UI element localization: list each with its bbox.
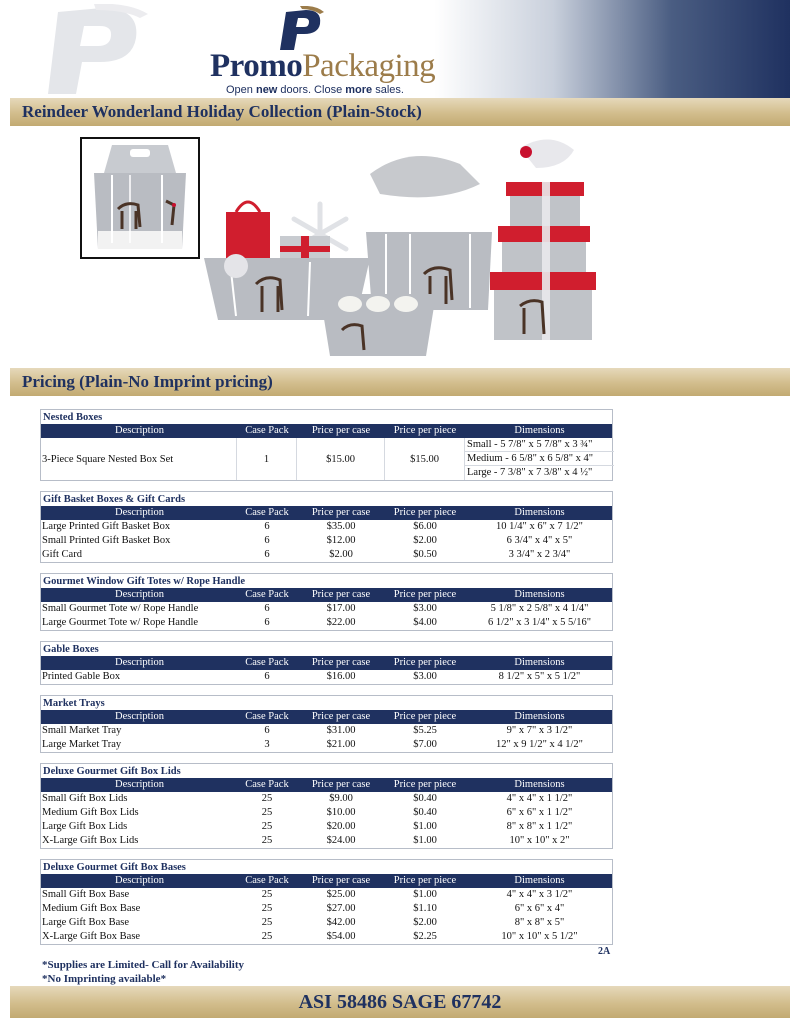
pricing-section <box>40 763 613 849</box>
row-description: 3-Piece Square Nested Box Set <box>41 438 237 480</box>
row-dimensions: 12" x 9 1/2" x 4 1/2" <box>496 739 583 750</box>
row-case-pack: 25 <box>261 917 273 928</box>
row-price-case: $16.00 <box>326 671 356 682</box>
row-price-piece: $2.25 <box>413 931 437 942</box>
row-case-pack: 25 <box>261 931 273 942</box>
col-price-piece-header: Price per piece <box>393 589 457 600</box>
row-price-case: $24.00 <box>326 835 356 846</box>
col-price-piece-header: Price per piece <box>393 779 457 790</box>
table-header-row <box>41 874 612 888</box>
row-price-piece: $0.40 <box>413 807 437 818</box>
table-row <box>41 792 612 806</box>
pricing-section <box>40 859 613 945</box>
row-description: Small Market Tray <box>42 725 122 736</box>
product-collection-image <box>80 134 620 362</box>
row-dimensions: 8" x 8" x 1 1/2" <box>506 821 573 832</box>
row-description: Large Gourmet Tote w/ Rope Handle <box>42 617 199 628</box>
row-dimensions: 8 1/2" x 5" x 5 1/2" <box>498 671 581 682</box>
col-description-header: Description <box>115 779 164 790</box>
dimension-large: Large - 7 3/8" x 7 3/8" x 4 ½" <box>467 467 593 478</box>
row-dimensions: 9" x 7" x 3 1/2" <box>506 725 573 736</box>
table-row <box>41 888 612 902</box>
col-price-piece-header: Price per piece <box>393 875 457 886</box>
row-case-pack: 25 <box>261 821 273 832</box>
page-header <box>0 0 790 100</box>
pricing-section <box>40 573 613 631</box>
table-row <box>41 806 612 820</box>
row-price-case: $31.00 <box>326 725 356 736</box>
col-dimensions-header: Dimensions <box>514 779 565 790</box>
row-description: Large Gift Box Lids <box>42 821 128 832</box>
col-dimensions-header: Dimensions <box>514 425 565 436</box>
col-price-piece-header: Price per piece <box>393 657 457 668</box>
section-title: Gable Boxes <box>43 644 99 655</box>
row-price-case: $10.00 <box>326 807 356 818</box>
dimension-small: Small - 5 7/8" x 5 7/8" x 3 ¾" <box>465 438 614 452</box>
row-price-case: $12.00 <box>326 535 356 546</box>
row-case-pack: 6 <box>264 671 270 682</box>
footnotes <box>42 958 244 986</box>
row-price-case: $25.00 <box>326 889 356 900</box>
row-description: Large Printed Gift Basket Box <box>42 521 171 532</box>
row-case-pack: 3 <box>264 739 270 750</box>
table-row <box>41 902 612 916</box>
row-price-case: $54.00 <box>326 931 356 942</box>
row-case-pack: 25 <box>261 807 273 818</box>
row-case-pack: 6 <box>264 521 270 532</box>
row-price-piece: $3.00 <box>413 603 437 614</box>
table-row <box>41 738 612 752</box>
row-description: Large Market Tray <box>42 739 122 750</box>
col-case-pack-header: Case Pack <box>245 507 289 518</box>
row-price-case: $20.00 <box>326 821 356 832</box>
row-dimensions: 8" x 8" x 5" <box>514 917 565 928</box>
watermark-p-icon <box>40 4 150 96</box>
col-price-case-header: Price per case <box>311 779 371 790</box>
col-price-piece-header: Price per piece <box>393 711 457 722</box>
footer-ids: ASI 58486 SAGE 67742 <box>10 986 790 1018</box>
col-dimensions-header: Dimensions <box>514 589 565 600</box>
section-title: Nested Boxes <box>43 412 103 423</box>
dimension-medium: Medium - 6 5/8" x 6 5/8" x 4" <box>465 452 614 466</box>
brand-logo <box>210 6 470 96</box>
row-price-piece: $1.00 <box>413 821 437 832</box>
row-price-case: $9.00 <box>329 793 353 804</box>
row-dimensions: 5 1/8" x 2 5/8" x 4 1/4" <box>490 603 589 614</box>
col-price-case-header: Price per case <box>311 711 371 722</box>
col-dimensions-header: Dimensions <box>514 711 565 722</box>
row-dimensions: 4" x 4" x 3 1/2" <box>506 889 573 900</box>
col-price-piece-header: Price per piece <box>393 507 457 518</box>
section-title: Deluxe Gourmet Gift Box Bases <box>43 862 186 873</box>
section-title: Deluxe Gourmet Gift Box Lids <box>43 766 181 777</box>
pricing-section <box>40 491 613 563</box>
row-dimensions: 10 1/4" x 6" x 7 1/2" <box>496 521 583 532</box>
row-price-case: $35.00 <box>326 521 356 532</box>
row-dimensions: 3 3/4" x 2 3/4" <box>508 549 571 560</box>
table-header-row <box>41 424 612 438</box>
section-title: Gift Basket Boxes & Gift Cards <box>43 494 186 505</box>
row-price-piece: $4.00 <box>413 617 437 628</box>
col-dimensions-header: Dimensions <box>514 507 565 518</box>
col-description-header: Description <box>115 425 164 436</box>
row-dimensions: 6" x 6" x 4" <box>514 903 565 914</box>
row-price-piece: $2.00 <box>413 535 437 546</box>
brand-p-mark-icon <box>276 6 326 52</box>
row-description: Medium Gift Box Base <box>42 903 141 914</box>
col-case-pack-header: Case Pack <box>245 589 289 600</box>
col-price-case-header: Price per case <box>311 589 371 600</box>
table-row <box>41 834 612 848</box>
pricing-section <box>40 695 613 753</box>
row-description: Large Gift Box Base <box>42 917 129 928</box>
col-case-pack-header: Case Pack <box>245 875 289 886</box>
table-row <box>41 820 612 834</box>
pricing-title: Pricing (Plain-No Imprint pricing) <box>10 368 790 396</box>
col-description-header: Description <box>115 507 164 518</box>
row-description: Small Gift Box Lids <box>42 793 128 804</box>
table-row <box>41 724 612 738</box>
col-case-pack-header: Case Pack <box>245 425 289 436</box>
table-header-row <box>41 506 612 520</box>
row-price-piece: $0.50 <box>413 549 437 560</box>
table-header-row <box>41 778 612 792</box>
row-case-pack: 25 <box>261 835 273 846</box>
row-case-pack: 25 <box>261 903 273 914</box>
row-description: X-Large Gift Box Lids <box>42 835 139 846</box>
table-header-row <box>41 710 612 724</box>
row-dimensions: 10" x 10" x 5 1/2" <box>501 931 578 942</box>
row-price-case: $21.00 <box>326 739 356 750</box>
col-price-case-header: Price per case <box>311 657 371 668</box>
row-price-case: $27.00 <box>326 903 356 914</box>
row-price-piece: $6.00 <box>413 521 437 532</box>
row-price-piece: $15.00 <box>385 438 465 480</box>
row-dimensions: 6 3/4" x 4" x 5" <box>506 535 573 546</box>
row-price-piece: $7.00 <box>413 739 437 750</box>
row-price-case: $22.00 <box>326 617 356 628</box>
table-row <box>41 534 612 548</box>
table-row <box>41 438 612 480</box>
col-case-pack-header: Case Pack <box>245 779 289 790</box>
row-dimensions: 6" x 6" x 1 1/2" <box>506 807 573 818</box>
section-nested-boxes <box>40 409 613 481</box>
row-description: Medium Gift Box Lids <box>42 807 139 818</box>
table-row <box>41 916 612 930</box>
table-header-row <box>41 588 612 602</box>
row-case-pack: 6 <box>264 725 270 736</box>
col-price-case-header: Price per case <box>311 507 371 518</box>
row-price-piece: $1.00 <box>413 889 437 900</box>
table-row <box>41 548 612 562</box>
table-row <box>41 520 612 534</box>
row-price-piece: $3.00 <box>413 671 437 682</box>
row-case-pack: 25 <box>261 793 273 804</box>
row-price-piece: $2.00 <box>413 917 437 928</box>
row-description: X-Large Gift Box Base <box>42 931 141 942</box>
row-case-pack: 6 <box>264 549 270 560</box>
row-dimensions: 10" x 10" x 2" <box>509 835 570 846</box>
table-row <box>41 670 612 684</box>
row-description: Small Gourmet Tote w/ Rope Handle <box>42 603 199 614</box>
row-dimensions: 6 1/2" x 3 1/4" x 5 5/16" <box>488 617 591 628</box>
stacked-gift-boxes <box>490 139 596 340</box>
row-price-case: $2.00 <box>329 549 353 560</box>
col-description-header: Description <box>115 589 164 600</box>
row-description: Small Gift Box Base <box>42 889 130 900</box>
row-description: Printed Gable Box <box>42 671 121 682</box>
brand-name: PromoPackaging <box>210 48 436 84</box>
section-title: Gourmet Window Gift Totes w/ Rope Handle <box>43 576 246 587</box>
row-price-piece: $1.10 <box>413 903 437 914</box>
brand-tagline: Open new doors. Close more sales. <box>226 84 404 96</box>
row-dimensions: 4" x 4" x 1 1/2" <box>506 793 573 804</box>
row-price-piece: $1.00 <box>413 835 437 846</box>
table-header-row <box>41 656 612 670</box>
col-case-pack-header: Case Pack <box>245 657 289 668</box>
table-row <box>41 616 612 630</box>
row-description: Small Printed Gift Basket Box <box>42 535 171 546</box>
col-dimensions-header: Dimensions <box>514 657 565 668</box>
row-case-pack: 1 <box>237 438 297 480</box>
row-case-pack: 6 <box>264 603 270 614</box>
row-price-case: $42.00 <box>326 917 356 928</box>
row-price-piece: $5.25 <box>413 725 437 736</box>
col-case-pack-header: Case Pack <box>245 711 289 722</box>
section-title: Market Trays <box>43 698 105 709</box>
note-supplies: *Supplies are Limited- Call for Availability <box>42 959 244 971</box>
pricing-tables <box>40 409 613 955</box>
table-row <box>41 602 612 616</box>
col-price-case-header: Price per case <box>311 875 371 886</box>
note-imprinting: *No Imprinting available* <box>42 973 167 985</box>
row-case-pack: 6 <box>264 535 270 546</box>
col-description-header: Description <box>115 711 164 722</box>
collection-title: Reindeer Wonderland Holiday Collection (Plain-Stock) <box>10 98 790 126</box>
row-case-pack: 25 <box>261 889 273 900</box>
row-case-pack: 6 <box>264 617 270 628</box>
col-price-case-header: Price per case <box>311 425 371 436</box>
col-dimensions-header: Dimensions <box>514 875 565 886</box>
row-price-case: $17.00 <box>326 603 356 614</box>
page-code: 2A <box>598 946 611 957</box>
pricing-section <box>40 641 613 685</box>
row-description: Gift Card <box>42 549 82 560</box>
row-price-case: $15.00 <box>297 438 385 480</box>
table-row <box>41 930 612 944</box>
row-dimensions <box>465 438 614 480</box>
col-price-piece-header: Price per piece <box>393 425 457 436</box>
row-price-piece: $0.40 <box>413 793 437 804</box>
col-description-header: Description <box>115 875 164 886</box>
col-description-header: Description <box>115 657 164 668</box>
